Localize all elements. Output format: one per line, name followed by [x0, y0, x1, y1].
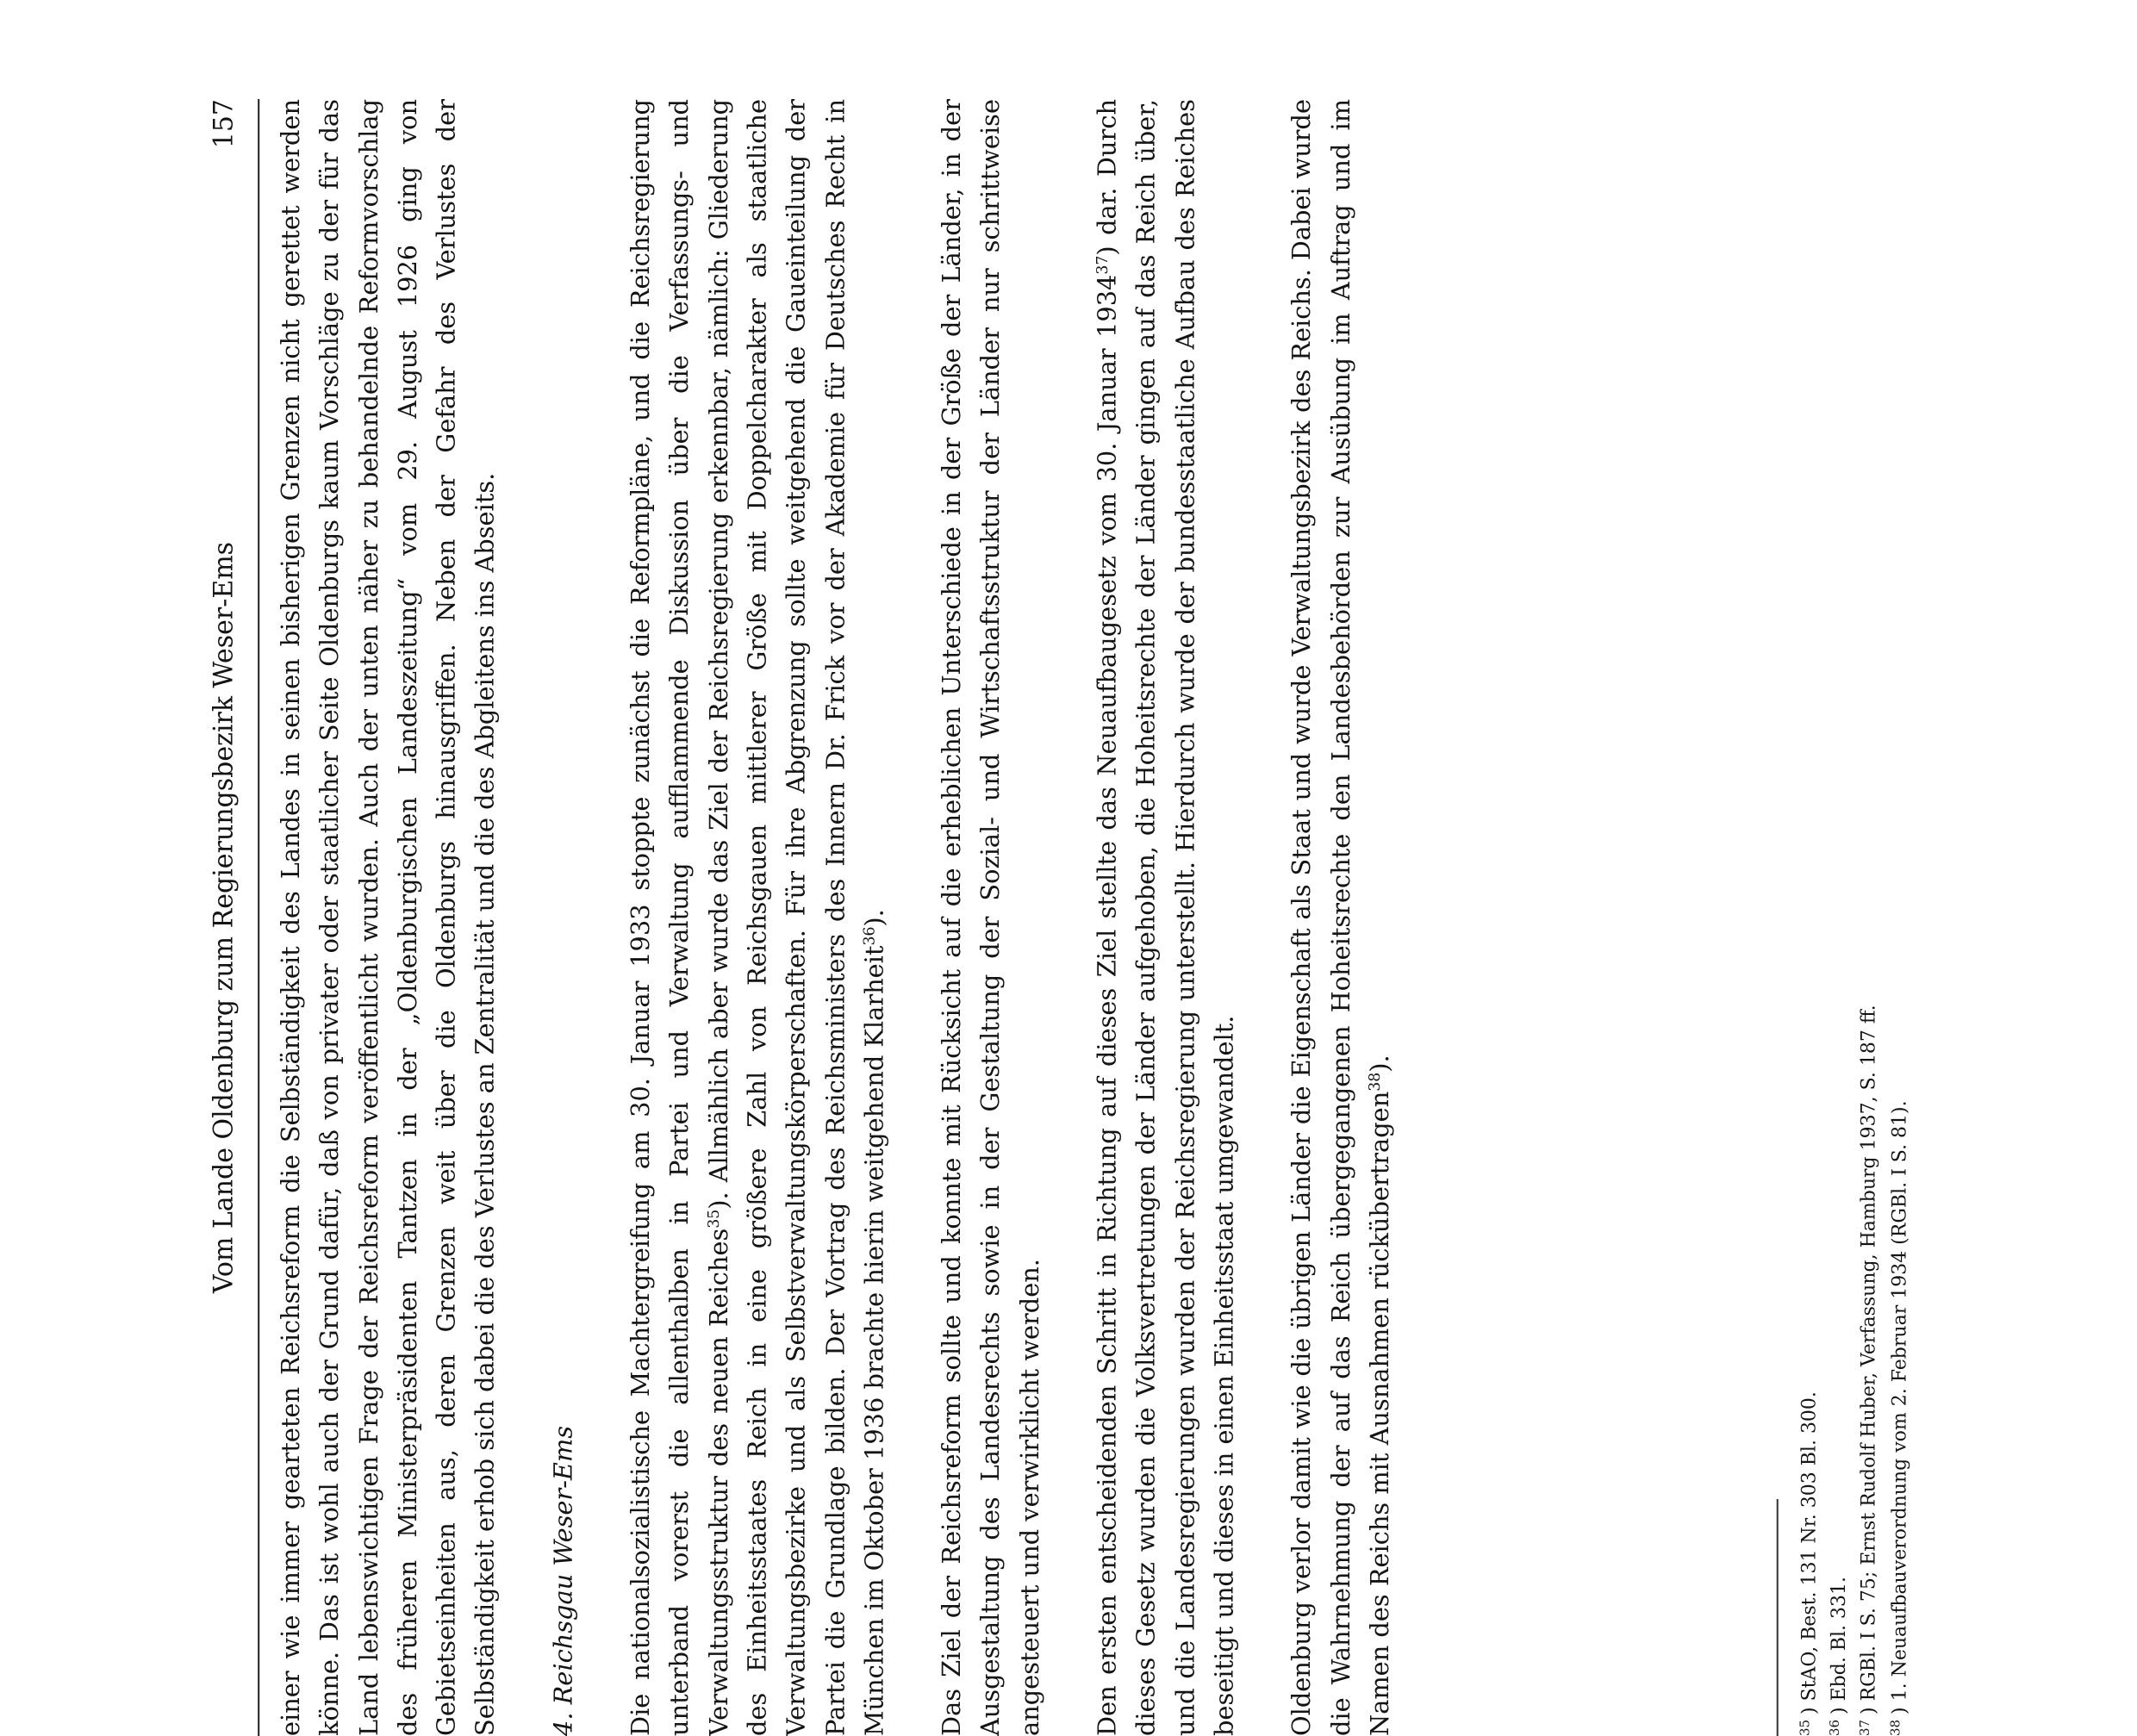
- book-page: [207, 99, 2000, 1736]
- footnote-rule: [1777, 1499, 1779, 1736]
- paragraph-text: Die nationalsozialistische Machtergreifung am 30. Januar 1933 stoppte zunächst die Reformpläne, und die Reichsregierung unterband vorerst die allenthalben in Partei und Verwaltung aufflammende Diskussion über die Verfassungs- und Verwaltungsstruktur des neuen Reiches: [625, 99, 733, 1736]
- footnote-text: ) RGBl. I S. 75; Ernst Rudolf Huber, Verfassung, Hamburg 1937, S. 187 ff.: [1858, 1005, 1881, 1714]
- paragraph-text: Den ersten entscheidenden Schritt in Richtung auf dieses Ziel stellte das Neuaufbaugesetz vom 30. Januar 1934: [1092, 274, 1122, 1736]
- footnote-text: ) StAO, Best. 131 Nr. 303 Bl. 300.: [1797, 1391, 1821, 1714]
- footnote-text: ) 1. Neuaufbauverordnung vom 2. Februar 1934 (RGBl. I S. 81).: [1888, 1100, 1911, 1714]
- footnote-ref: 38: [1366, 1072, 1385, 1092]
- paragraph-text: ). Allmählich aber wurde das Ziel der Reichsregierung erkennbar, nämlich: Gliederung des Einheitsstaates Reich in eine größere Zahl von Reichsgauen mittlerer Größe mit Doppelcharakter als staatliche Verwaltungsbezirke und als Selbstverwaltungskörperschaften. Für ihre Abgrenzung sollte weitgehend die Gaueinteilung der Partei die Grundlage bilden. Der Vortrag des Reichsministers des Innern Dr. Frick vor der Akademie für Deutsches Recht in München im Oktober 1936 brachte hierin weitgehend Klarheit: [702, 99, 889, 1736]
- footnote-number: 37: [1856, 1719, 1873, 1736]
- footnote-number: 35: [1797, 1719, 1813, 1736]
- footnote-number: 36: [1827, 1719, 1843, 1736]
- body-paragraph: [1087, 99, 1243, 1736]
- paragraph-text: ) dar. Durch dieses Gesetz wurden die Volksvertretungen der Länder aufgehoben, die Hoheitsrechte der Länder gingen auf das Reich über, und die Landesregierungen wurden der Reichsregierung unterstellt. Hierdurch wurde der bundesstaatliche Aufbau des Reiches beseitigt und dieses in einen Einheitsstaat umgewandelt.: [1092, 99, 1239, 1736]
- footnote-number: 38: [1886, 1719, 1903, 1736]
- footnote: [1822, 99, 1853, 1736]
- body-paragraph: [620, 99, 893, 1736]
- paragraph-spacer: [1243, 99, 1282, 1736]
- paragraph-text: ).: [858, 909, 889, 927]
- section-spacer: [583, 99, 621, 1736]
- body-paragraph: [271, 99, 504, 1736]
- section-heading: 4. Reichsgau Weser-Ems: [547, 1425, 578, 1736]
- footnote: [1792, 99, 1822, 1736]
- paragraph-text: Oldenburg verlor damit wie die übrigen Länder die Eigenschaft als Staat und wurde Verwaltungsbezirk des Reichs. Dabei wurde die Wahrnehmung der auf das Reich übergegangenen Hoheitsrechte den Landesbehörden zur Ausübung im Auftrag und im Namen des Reichs mit Ausnahmen rückübertragen: [1286, 99, 1394, 1736]
- page-header: [207, 99, 242, 1736]
- paragraph-spacer: [1049, 99, 1087, 1736]
- footnote-ref: 36: [861, 926, 879, 946]
- footnote-ref: 35: [705, 1209, 723, 1229]
- footnotes: [1777, 99, 1913, 1736]
- section-spacer: [505, 99, 544, 1736]
- footnote-ref: 37: [1093, 255, 1112, 275]
- body-paragraph: [1282, 99, 1399, 1736]
- paragraph-text: Das Ziel der Reichsreform sollte und konnte mit Rücksicht auf die erheblichen Unterschiede in der Größe der Länder, in der Ausgestaltung des Landesrechts sowie in der Gestaltung der Sozial- und Wirtschaftsstruktur der Länder nur schrittweise angesteuert und verwirklicht werden.: [936, 99, 1044, 1736]
- paragraph-spacer: [894, 99, 932, 1736]
- page-body: [271, 99, 1399, 1736]
- footnote-text: ) Ebd. Bl. 331.: [1828, 1577, 1851, 1714]
- footnote: [1883, 99, 1913, 1736]
- body-paragraph: [932, 99, 1050, 1736]
- paragraph-text: ).: [1364, 1055, 1394, 1073]
- paragraph-text: einer wie immer gearteten Reichsreform die Selbständigkeit des Landes in seinen bisherigen Grenzen nicht gerettet werden könne. Das ist wohl auch der Grund dafür, daß von privater oder staatlicher Seite Oldenburgs kaum Vorschläge zu der für das Land lebenswichtigen Frage der Reichsreform veröffentlicht wurden. Auch der unten näher zu behandelnde Reformvorschlag des früheren Ministerpräsidenten Tantzen in der „Oldenburgischen Landeszeitung“ vom 29. August 1926 ging von Gebietseinheiten aus, deren Grenzen weit über die Oldenburgs hinausgriffen. Neben der Gefahr des Verlustes der Selbständigkeit erhob sich dabei die des Verlustes an Zentralität und die des Abgleitens ins Abseits.: [275, 99, 501, 1736]
- header-rule: [258, 99, 259, 1736]
- page-number: 157: [209, 99, 240, 149]
- running-title: Vom Lande Oldenburg zum Regierungsbezirk Weser-Ems: [209, 541, 240, 1294]
- footnote: [1853, 99, 1883, 1736]
